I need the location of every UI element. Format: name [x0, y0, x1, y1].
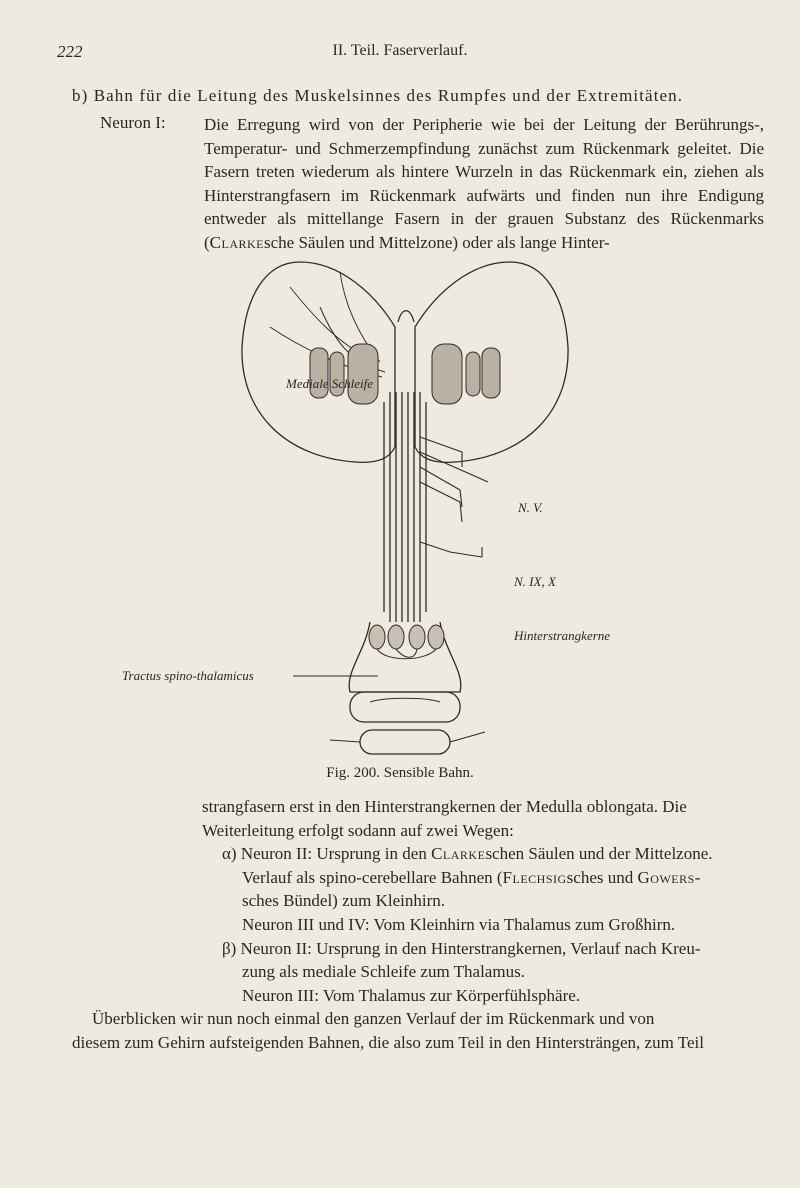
spinal-segment-lower: [360, 730, 450, 754]
section-heading: b) Bahn für die Leitung des Muskelsinnes des Rumpfes und der Extremitäten.: [72, 86, 684, 105]
body-line-2: Weiterleitung erfolgt sodann auf zwei Wegen:: [202, 820, 514, 840]
neuron-1-label: Neuron I:: [100, 113, 166, 132]
neuron-1-text: Die Erregung wird von der Peripherie wie bei der Leitung der Berührungs-, Temperatur- und Schmerzempfindung zunächst zum Rückenmark geleitet. Die Fasern treten wiederum als hintere Wurzeln in das Rückenmark ein, ziehen als Hinterstrangfasern im Rückenmark aufwärts und finden nun ihre Endigung entweder als mittellange Fasern in der grauen Substanz des Rückenmarks (: [204, 115, 764, 252]
clarke-name: Clarke: [209, 232, 265, 252]
label-tractus-spino-thalamicus: Tractus spino-thalamicus: [122, 668, 254, 683]
brainstem-pathways: [384, 392, 426, 622]
body-line-1: strangfasern erst in den Hinterstrangkernen der Medulla oblongata. Die: [202, 797, 687, 816]
label-n-ix-x: N. IX, X: [514, 574, 556, 589]
running-title: II. Teil. Faserverlauf.: [332, 42, 468, 59]
spinal-segment-upper: [350, 692, 460, 722]
figure-caption: Fig. 200. Sensible Bahn.: [326, 765, 474, 781]
beta-line-3: Neuron III: Vom Thalamus zur Körperfühlsphäre.: [242, 985, 581, 1005]
alpha-line-4: Neuron III und IV: Vom Kleinhirn via Thalamus zum Großhirn.: [242, 915, 676, 934]
alpha-line-3: sches Bündel) zum Kleinhirn.: [242, 891, 446, 911]
alpha-line-1: α) Neuron II: Ursprung in den Clarkeschen Säulen und der Mittelzone.: [222, 844, 713, 864]
beta-line-2: zung als mediale Schleife zum Thalamus.: [242, 962, 525, 982]
beta-line-1: β) Neuron II: Ursprung in den Hinterstrangkernen, Verlauf nach Kreu-: [222, 938, 701, 958]
label-mediale-schleife: Mediale Schleife: [286, 376, 373, 391]
neuron-1-text-end: sche Säulen und Mittelzone) oder als lange Hinter-: [264, 232, 610, 252]
neuron-1-paragraph: [204, 113, 764, 255]
label-hinterstrangkerne: Hinterstrangkerne: [514, 628, 611, 643]
basal-nuclei: [310, 344, 500, 404]
page-header: [0, 42, 800, 66]
alpha-line-2: Verlauf als spino-cerebellare Bahnen (Flechsigsches und Gowers-: [242, 867, 701, 887]
cranial-nerve-branches: [420, 437, 488, 557]
page-number: 222: [57, 42, 83, 61]
last-line-1: Überblicken wir nun noch einmal den ganzen Verlauf der im Rückenmark und von: [92, 1009, 655, 1029]
hinterstrang-nuclei: [369, 625, 444, 649]
sulcus-line: [398, 311, 414, 322]
label-n-v: N. V.: [518, 500, 543, 515]
medulla-outline: [349, 622, 461, 692]
last-line-2: diesem zum Gehirn aufsteigenden Bahnen, die also zum Teil in den Hintersträngen, zum Teil: [72, 1033, 704, 1052]
sensory-pathway-figure: [122, 252, 620, 757]
